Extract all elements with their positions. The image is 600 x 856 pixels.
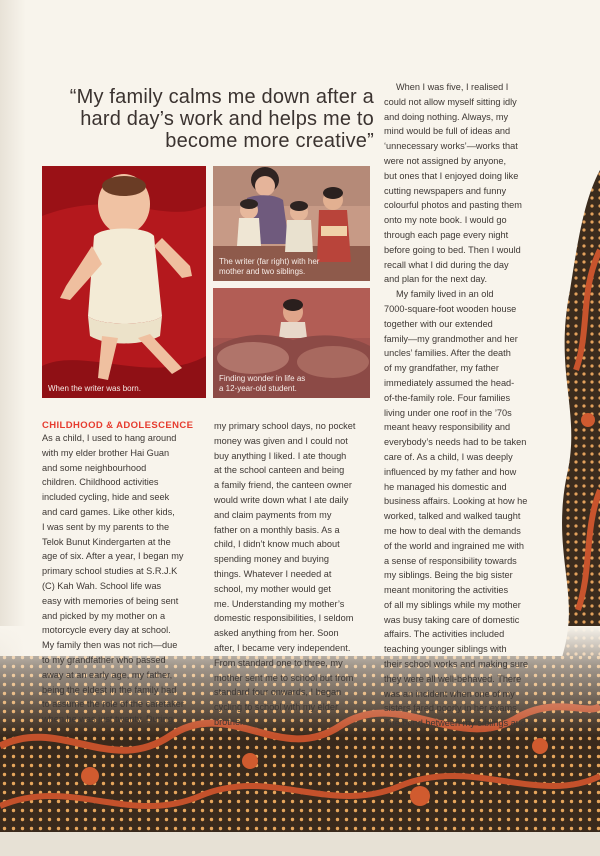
text-line: school, my mother would get bbox=[214, 583, 331, 594]
pull-quote-line: hard day’s work and helps me to bbox=[80, 108, 374, 130]
text-line: mind would be full of ideas and bbox=[384, 126, 511, 137]
photo-student bbox=[213, 288, 370, 398]
text-line: of the world and ingrained me with bbox=[384, 540, 524, 551]
text-line: living under one roof in the ’70s bbox=[384, 407, 512, 418]
article-column-3 bbox=[384, 80, 556, 731]
text-line: their school works and making sure bbox=[384, 659, 529, 670]
text-line: and card games. Like other kids, bbox=[42, 506, 175, 517]
text-line: meant heavy responsibility and bbox=[384, 422, 511, 433]
text-line: care of. As a child, I was deeply bbox=[384, 451, 513, 462]
text-line: to assume the role of the caretaker bbox=[42, 699, 184, 710]
text-line: included cycling, hide and seek bbox=[42, 492, 170, 503]
pull-quote-line: become more creative” bbox=[165, 130, 374, 152]
text-line: recall what I did during the day bbox=[384, 259, 509, 270]
text-line: of my grandfather, my father bbox=[384, 363, 499, 374]
text-line: colourful photos and pasting them bbox=[384, 200, 522, 211]
text-line: When I was five, I realised I bbox=[396, 82, 509, 92]
text-line: mother sent me to school but from bbox=[214, 672, 354, 683]
caption-line: The writer (far right) with her bbox=[219, 257, 320, 266]
text-line: father on a monthly basis. As a bbox=[214, 524, 340, 535]
text-line: things. Whatever I needed at bbox=[214, 568, 332, 579]
text-line: motorcycle every day at school. bbox=[42, 625, 171, 636]
text-line: cycling to school with my elder bbox=[214, 702, 339, 713]
text-line: money was given and I could not bbox=[214, 435, 348, 446]
text-line: would write down what I ate daily bbox=[214, 494, 349, 505]
text-line: meant monitoring the activities bbox=[384, 585, 509, 596]
text-line: domestic responsibilities, I seldom bbox=[214, 613, 354, 624]
bottom-edge bbox=[0, 832, 600, 856]
section-heading: CHILDHOOD & ADOLESCENCE bbox=[42, 420, 194, 431]
text-line: I was sent by my parents to the bbox=[42, 521, 170, 532]
baby-photo-image bbox=[42, 166, 206, 398]
text-line: ‘unnecessary works’—works that bbox=[384, 141, 518, 152]
text-line: and plan for the next day. bbox=[384, 274, 488, 285]
text-line: a sense of responsibility towards bbox=[384, 555, 517, 566]
text-line: Telok Bunut Kindergarten at the bbox=[42, 536, 171, 547]
text-line: after, I became very independent. bbox=[214, 642, 351, 653]
photo-caption-baby: When the writer was born. bbox=[48, 384, 141, 393]
text-line: he managed his domestic and bbox=[384, 481, 507, 492]
text-line: onto my note book. I would go bbox=[384, 215, 507, 226]
photo-baby bbox=[42, 166, 206, 398]
text-line: and some neighbourhood bbox=[42, 462, 147, 473]
text-line: together with our extended bbox=[384, 318, 493, 329]
text-line: and doing nothing. Always, my bbox=[384, 111, 509, 122]
text-line: (C) Kah Wah. School life was bbox=[42, 580, 162, 591]
text-line: when he was just twenty. During bbox=[42, 714, 174, 725]
text-line: away at an early age, my father, bbox=[42, 669, 173, 680]
text-line: influenced by my father and how bbox=[384, 466, 517, 477]
photo-caption-student bbox=[219, 374, 305, 394]
text-line: was an incident when one of my bbox=[384, 688, 515, 699]
text-line: age of six. After a year, I began my bbox=[42, 551, 184, 562]
text-line: my siblings. Being the big sister bbox=[384, 570, 513, 581]
text-line: family—my grandmother and her bbox=[384, 333, 518, 344]
caption-line: mother and two siblings. bbox=[219, 267, 306, 276]
text-line: before going to bed. Then I would bbox=[384, 244, 521, 255]
text-line: The bond between my siblings and bbox=[384, 718, 526, 729]
text-line: uncles’ families. After the death bbox=[384, 348, 511, 359]
photo-caption-family bbox=[219, 257, 319, 277]
text-line: teaching younger siblings with bbox=[384, 644, 507, 655]
text-line: easy with memories of being sent bbox=[42, 595, 179, 606]
text-line: and picked by my mother on a bbox=[42, 610, 166, 621]
text-line: were not assigned by anyone, bbox=[384, 155, 507, 166]
text-line: brother. bbox=[214, 716, 246, 727]
text-line: was busy taking care of domestic bbox=[384, 614, 520, 625]
text-line: and claim payments from my bbox=[214, 509, 332, 520]
text-line: they were all well-behaved. There bbox=[384, 673, 522, 684]
text-line: to my grandfather who passed bbox=[42, 654, 166, 665]
text-line: child, I didn’t know much about bbox=[214, 539, 340, 550]
text-line: of-the-family role. Four families bbox=[384, 392, 511, 403]
text-line: From standard one to three, my bbox=[214, 657, 343, 668]
caption-line: Finding wonder in life as bbox=[219, 374, 306, 383]
text-line: being the eldest in the family had bbox=[42, 684, 177, 695]
text-line: but ones that I enjoyed doing like bbox=[384, 170, 519, 181]
text-line: cutting newspapers and funny bbox=[384, 185, 507, 196]
text-line: me how to deal with the demands bbox=[384, 525, 521, 536]
text-line: my primary school days, no pocket bbox=[214, 421, 356, 431]
article-column-2 bbox=[214, 419, 382, 730]
text-line: affairs. The activities included bbox=[384, 629, 505, 640]
text-line: of all my siblings while my mother bbox=[384, 599, 521, 610]
pull-quote-line: “My family calms me down after a bbox=[69, 86, 374, 108]
text-line: spending money and buying bbox=[214, 554, 329, 565]
text-line: worked, talked and walked taught bbox=[384, 511, 521, 522]
text-line: My family then was not rich—due bbox=[42, 640, 178, 651]
caption-line: a 12-year-old student. bbox=[219, 384, 297, 393]
text-line: 7000-square-foot wooden house bbox=[384, 303, 517, 314]
text-line: primary school studies at S.R.J.K bbox=[42, 566, 178, 577]
pull-quote bbox=[62, 86, 374, 152]
text-line: with my elder brother Hai Guan bbox=[42, 447, 170, 458]
text-line: children. Childhood activities bbox=[42, 477, 159, 488]
text-line: at the school canteen and being bbox=[214, 465, 345, 476]
text-line: business affairs. Looking at how he bbox=[384, 496, 528, 507]
text-line: sisters fared poorly in her exams. bbox=[384, 703, 520, 714]
article-column-1 bbox=[42, 431, 210, 727]
text-line: As a child, I used to hang around bbox=[42, 433, 177, 443]
text-line: buy anything I liked. I ate though bbox=[214, 450, 347, 461]
text-line: through each page every night bbox=[384, 229, 509, 240]
text-line: everybody’s needs had to be taken bbox=[384, 437, 527, 448]
text-line: me. Understanding my mother’s bbox=[214, 598, 345, 609]
text-line: a family friend, the canteen owner bbox=[214, 480, 352, 491]
text-line: immediately assumed the head- bbox=[384, 377, 515, 388]
text-line: standard four onwards, I began bbox=[214, 687, 342, 698]
text-line: asked anything from her. Soon bbox=[214, 628, 339, 639]
text-line: My family lived in an old bbox=[396, 289, 494, 300]
photo-family bbox=[213, 166, 370, 281]
text-line: could not allow myself sitting idly bbox=[384, 96, 517, 107]
